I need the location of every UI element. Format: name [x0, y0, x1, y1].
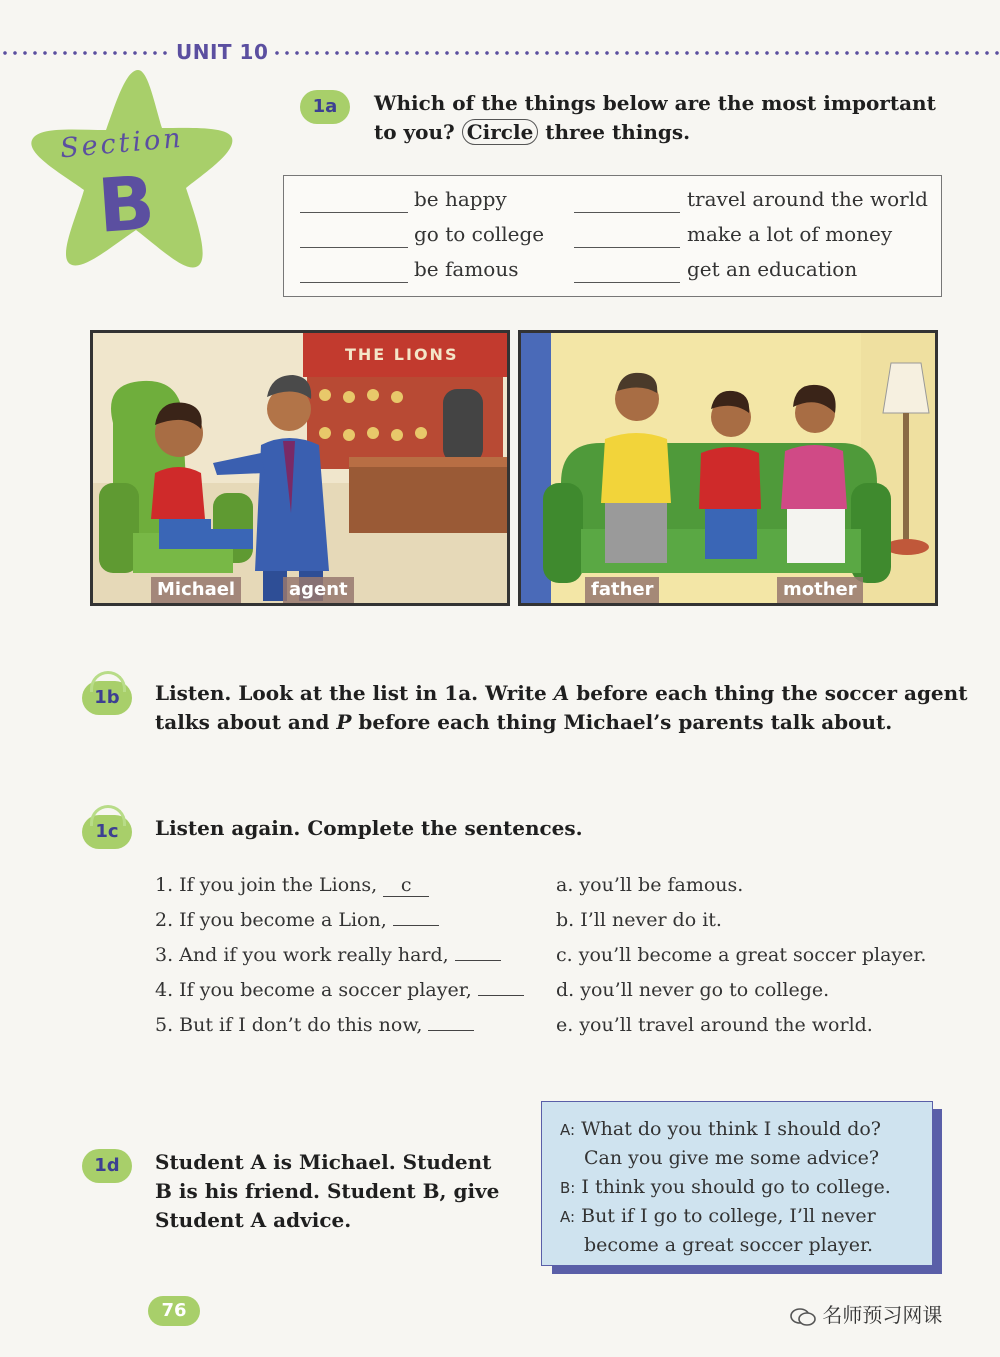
- choice-right-1: travel around the world: [687, 187, 928, 211]
- instruction-1c: Listen again. Complete the sentences.: [155, 816, 583, 840]
- label-father: father: [585, 577, 659, 603]
- instruction-1d-line3: Student A advice.: [155, 1208, 352, 1232]
- sentence-1: 1. If you join the Lions, c: [155, 874, 429, 897]
- label-michael: Michael: [151, 577, 241, 603]
- instruction-1d: [155, 1148, 499, 1235]
- answer-1[interactable]: c: [383, 874, 429, 897]
- instruction-1b-line1: Listen. Look at the list in 1a. Write A before each thing the soccer agent: [155, 681, 968, 705]
- badge-1a: 1a: [300, 90, 350, 124]
- instruction-1d-line2: B is his friend. Student B, give: [155, 1179, 500, 1203]
- instruction-1d-line1: Student A is Michael. Student: [155, 1150, 492, 1174]
- dialog-box: [541, 1101, 933, 1266]
- watermark: 名师预习网课: [790, 1299, 942, 1328]
- instruction-1a-line1: Which of the things below are the most important: [374, 91, 936, 115]
- label-mother: mother: [777, 577, 863, 603]
- blank-right-2[interactable]: [574, 247, 680, 248]
- badge-1d: 1d: [82, 1149, 132, 1183]
- ending-c: c. you’ll become a great soccer player.: [556, 944, 927, 966]
- dialog-line-4: A: But if I go to college, I’ll never: [560, 1205, 876, 1227]
- blank-left-3[interactable]: [300, 282, 408, 283]
- choice-right-2: make a lot of money: [687, 222, 893, 246]
- answer-2[interactable]: [393, 925, 439, 926]
- badge-1c: 1c: [82, 815, 132, 849]
- picture-parents: [518, 330, 938, 606]
- blank-left-2[interactable]: [300, 247, 408, 248]
- sentence-4: 4. If you become a soccer player,: [155, 979, 524, 1001]
- picture-michael-agent: [90, 330, 510, 606]
- ending-d: d. you’ll never go to college.: [556, 979, 830, 1001]
- choice-right-3: get an education: [687, 257, 858, 281]
- section-star: [20, 62, 240, 292]
- circled-word: Circle: [462, 119, 539, 145]
- choice-box: [283, 175, 942, 297]
- blank-left-1[interactable]: [300, 212, 408, 213]
- dialog-line-3: B: I think you should go to college.: [560, 1176, 891, 1198]
- wechat-icon: [790, 1307, 816, 1327]
- instruction-1a-line2: to you? Circle three things.: [374, 120, 691, 144]
- answer-5[interactable]: [428, 1030, 474, 1031]
- ending-e: e. you’ll travel around the world.: [556, 1014, 873, 1036]
- instruction-1b: [155, 679, 967, 737]
- page-number: 76: [148, 1296, 200, 1326]
- label-agent: agent: [283, 577, 354, 603]
- section-word: Section: [58, 122, 185, 165]
- sentence-2: 2. If you become a Lion,: [155, 909, 439, 931]
- answer-3[interactable]: [455, 960, 501, 961]
- sign-the-lions: THE LIONS: [345, 345, 459, 364]
- header-dots-right: [272, 51, 1000, 55]
- illustration-office: [93, 333, 507, 603]
- dialog-line-1: A: What do you think I should do?: [560, 1118, 881, 1140]
- section-letter: B: [95, 160, 158, 250]
- choice-left-3: be famous: [414, 257, 519, 281]
- ending-b: b. I’ll never do it.: [556, 909, 722, 931]
- badge-1b: 1b: [82, 681, 132, 715]
- ending-a: a. you’ll be famous.: [556, 874, 744, 896]
- sentence-5: 5. But if I don’t do this now,: [155, 1014, 474, 1036]
- unit-title: UNIT 10: [176, 40, 269, 64]
- instruction-1b-line2: talks about and P before each thing Michael’s parents talk about.: [155, 710, 893, 734]
- choice-left-2: go to college: [414, 222, 545, 246]
- choice-left-1: be happy: [414, 187, 507, 211]
- sentence-3: 3. And if you work really hard,: [155, 944, 501, 966]
- header-dots-left: [0, 51, 170, 55]
- dialog-line-2: Can you give me some advice?: [584, 1147, 880, 1169]
- answer-4[interactable]: [478, 995, 524, 996]
- instruction-1a: [374, 89, 936, 147]
- illustration-living-room: [521, 333, 935, 603]
- blank-right-1[interactable]: [574, 212, 680, 213]
- blank-right-3[interactable]: [574, 282, 680, 283]
- dialog-line-5: become a great soccer player.: [584, 1234, 874, 1256]
